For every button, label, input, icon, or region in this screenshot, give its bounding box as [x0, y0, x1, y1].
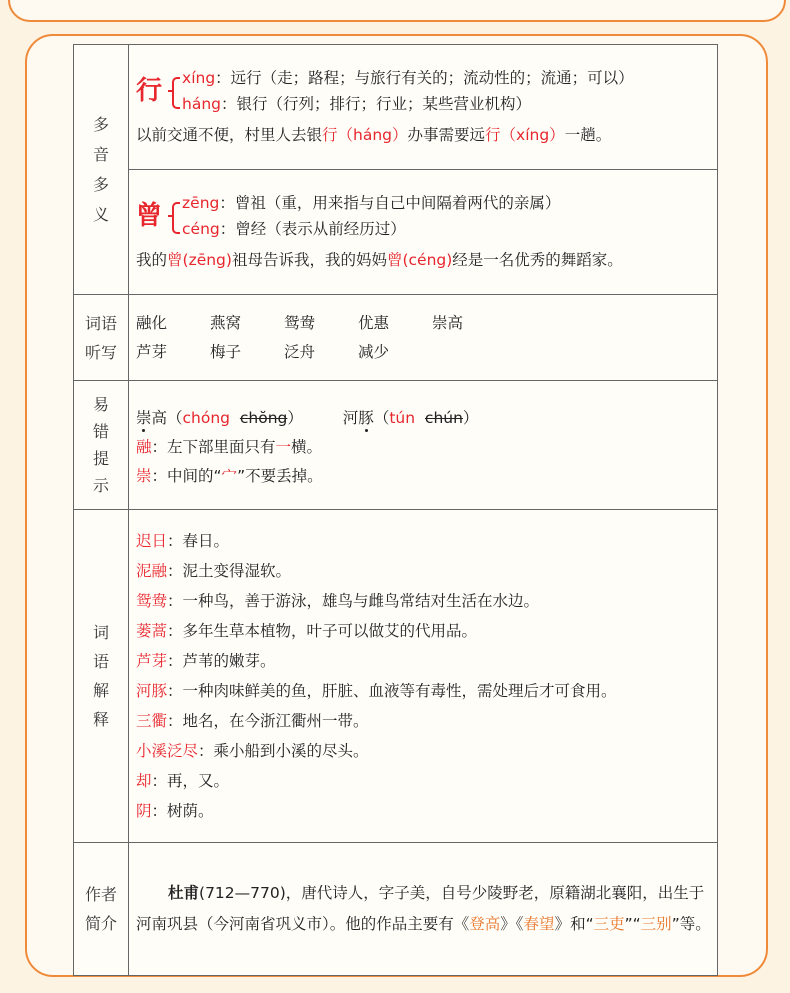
work-title: 登高: [469, 915, 501, 933]
duoyin-row-xing: [74, 45, 718, 170]
entry-ceng: [129, 170, 718, 295]
wrong-pinyin: chŏng: [239, 408, 288, 427]
word-item: 鸳鸯: [284, 313, 316, 332]
tingxie-row: [74, 295, 718, 381]
definition-item: 河豚：一种肉味鲜美的鱼，肝脏、血液等有毒性，需处理后才可食用。: [136, 682, 617, 700]
ceng-pinyin-2: céng: [182, 219, 220, 238]
ceng-pinyin-1: zēng: [182, 193, 220, 212]
yicuo-tip-2: 崇：中间的“宀”不要丢掉。: [136, 466, 323, 485]
brace-icon: [168, 71, 178, 111]
xing-def-2: ：银行（行列；排行；行业；某些营业机构）: [221, 94, 532, 113]
ceng-def-2: ：曾经（表示从前经历过）: [219, 219, 406, 238]
definition-item: 芦芽：芦苇的嫩芽。: [136, 652, 276, 670]
tingxie-line-2: [136, 338, 711, 367]
yicuo-pronunciation: 崇高（chóng chŏng） 河豚（tún chún）: [136, 408, 479, 427]
xing-example: 以前交通不便，村里人去银行（háng）办事需要远行（xíng）一趟。: [136, 125, 612, 144]
tingxie-line-1: [136, 309, 711, 338]
ceng-char: 曾: [136, 200, 163, 231]
definition-item: 蒌蒿：多年生草本植物，叶子可以做艾的代用品。: [136, 622, 478, 640]
ceng-readings: [136, 190, 711, 242]
word-item: 泛舟: [284, 342, 316, 361]
zuozhe-row: [74, 843, 718, 976]
word-item: 梅子: [210, 342, 242, 361]
ceng-example: 我的曾(zēng)祖母告诉我，我的妈妈曾(céng)经是一名优秀的舞蹈家。: [136, 250, 623, 269]
definition-item: 鸳鸯：一种鸟，善于游泳，雄鸟与雌鸟常结对生活在水边。: [136, 592, 540, 610]
zuozhe-header: 作者简介: [74, 843, 129, 976]
work-title: 春望: [523, 915, 555, 933]
xing-pinyin-2: háng: [182, 94, 222, 113]
yicuo-content: [129, 381, 718, 510]
jieshi-list: [129, 510, 718, 843]
author-name: 杜甫: [168, 884, 200, 902]
yicuo-tip-1: 融：左下部里面只有一横。: [136, 437, 323, 456]
definition-item: 却：再，又。: [136, 772, 230, 790]
definition-item: 迟日：春日。: [136, 532, 230, 550]
correct-pinyin: tún: [389, 408, 416, 427]
word-item: 融化: [136, 313, 168, 332]
word-item: 芦芽: [136, 342, 168, 361]
ceng-def-1: ：曾祖（重，用来指与自己中间隔着两代的亲属）: [219, 193, 561, 212]
previous-card-bottom: [8, 0, 786, 22]
entry-xing: [129, 45, 718, 170]
study-table: [73, 44, 718, 976]
xing-readings: [136, 65, 711, 117]
definition-item: 泥融：泥土变得湿软。: [136, 562, 292, 580]
tingxie-header: 词语听写: [74, 295, 129, 381]
wrong-pinyin: chún: [424, 408, 463, 427]
definition-item: 阴：树荫。: [136, 802, 214, 820]
word-item: 减少: [358, 342, 390, 361]
duoyin-header: 多音多义: [74, 45, 129, 295]
word-item: 燕窝: [210, 313, 242, 332]
jieshi-row: [74, 510, 718, 843]
tingxie-words: [129, 295, 718, 381]
xing-pinyin-1: xíng: [182, 68, 216, 87]
word-item: 优惠: [358, 313, 390, 332]
yicuo-header: 易错提示: [74, 381, 129, 510]
brace-icon: [168, 196, 178, 236]
xing-def-1: ：远行（走；路程；与旅行有关的；流动性的；流通；可以）: [215, 68, 634, 87]
correct-pinyin: chóng: [182, 408, 231, 427]
duoyin-row-ceng: [74, 170, 718, 295]
work-title: 三别: [640, 915, 672, 933]
work-title: 三吏: [593, 915, 625, 933]
xing-char: 行: [136, 75, 163, 106]
definition-item: 三衢：地名，在今浙江衢州一带。: [136, 712, 369, 730]
jieshi-header: 词语解释: [74, 510, 129, 843]
definition-item: 小溪泛尽：乘小船到小溪的尽头。: [136, 742, 369, 760]
author-bio: 杜甫(712—770)，唐代诗人，字子美，自号少陵野老，原籍湖北襄阳，出生于河南巩县（今河南省巩义市）。他的作品主要有《登高》《春望》和“三吏”“三别”等。: [129, 843, 718, 976]
word-item: 崇高: [432, 313, 464, 332]
yicuo-row: [74, 381, 718, 510]
